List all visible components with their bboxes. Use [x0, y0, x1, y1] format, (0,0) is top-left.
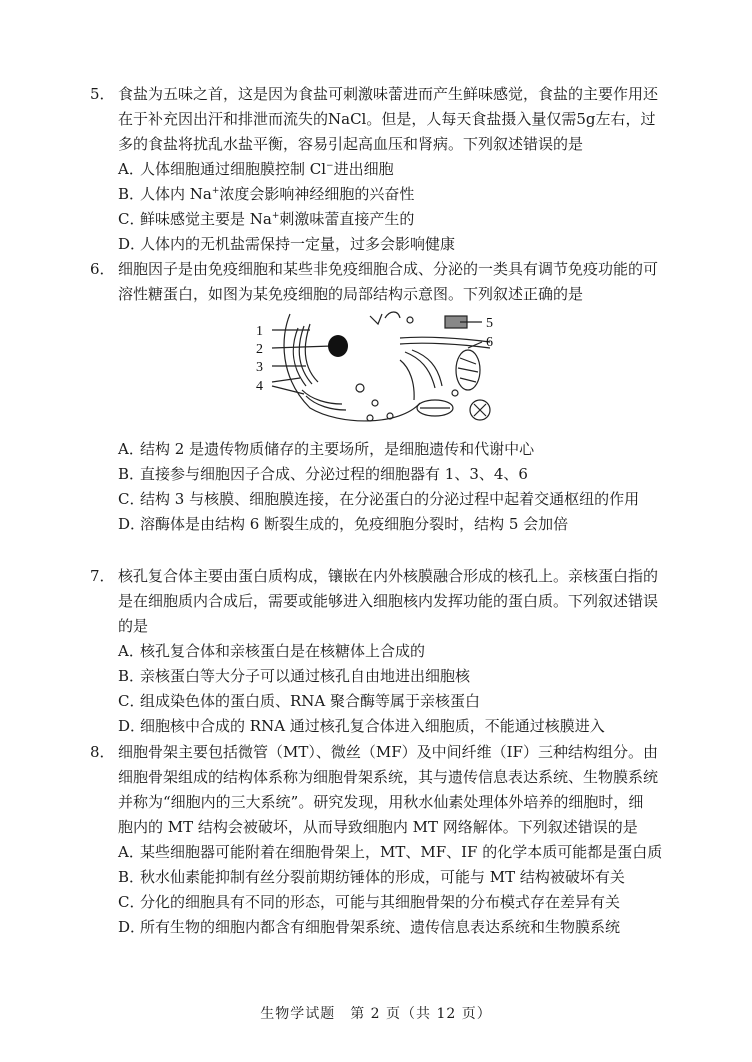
page-footer: 生物学试题 第 2 页（共 12 页）	[260, 1006, 492, 1022]
option-b: B．亲核蛋白等大分子可以通过核孔自由地进出细胞核	[118, 667, 471, 685]
stem-line: 核孔复合体主要由蛋白质构成，镶嵌在内外核膜融合形成的核孔上。亲核蛋白指的	[118, 567, 659, 585]
question-8	[90, 740, 680, 940]
figure-label-4: 4	[256, 379, 263, 394]
option-a: A．核孔复合体和亲核蛋白是在核糖体上合成的	[118, 642, 426, 660]
option-d: D．所有生物的细胞内都含有细胞骨架系统、遗传信息表达系统和生物膜系统	[118, 918, 621, 936]
question-stem	[90, 740, 680, 765]
stem-line: 细胞骨架组成的结构体系称为细胞骨架系统，其与遗传信息表达系统、生物膜系统	[118, 768, 659, 786]
question-7	[90, 564, 680, 739]
figure-label-5: 5	[486, 316, 493, 331]
question-number: 8．	[90, 743, 115, 761]
question-number: 5．	[90, 85, 115, 103]
stem-line: 的是	[118, 617, 149, 635]
option-b: B．秋水仙素能抑制有丝分裂前期纺锤体的形成，可能与 MT 结构被破坏有关	[118, 868, 625, 886]
stem-line: 细胞因子是由免疫细胞和某些非免疫细胞合成、分泌的一类具有调节免疫功能的可	[118, 260, 659, 278]
stem-line: 食盐为五味之首，这是因为食盐可刺激味蕾进而产生鲜味感觉，食盐的主要作用还	[118, 85, 659, 103]
question-number: 6．	[90, 260, 115, 278]
question-6	[90, 257, 680, 307]
option-c: C．组成染色体的蛋白质、RNA 聚合酶等属于亲核蛋白	[118, 692, 481, 710]
question-6-options	[90, 437, 680, 537]
figure-label-3: 3	[256, 360, 263, 375]
stem-line: 细胞骨架主要包括微管（MT）、微丝（MF）及中间纤维（IF）三种结构组分。由	[118, 743, 658, 761]
question-stem	[90, 564, 680, 589]
option-c: C．鲜味感觉主要是 Na+刺激味蕾直接产生的	[118, 210, 415, 228]
figure-label-1: 1	[256, 324, 263, 339]
option-a: A．某些细胞器可能附着在细胞骨架上，MT、MF、IF 的化学本质可能都是蛋白质	[118, 843, 663, 861]
figure-label-6: 6	[486, 335, 493, 350]
stem-line: 多的食盐将扰乱水盐平衡，容易引起高血压和肾病。下列叙述错误的是	[118, 135, 584, 153]
option-d: D．溶酶体是由结构 6 断裂生成的，免疫细胞分裂时，结构 5 会加倍	[118, 515, 569, 533]
question-5	[90, 82, 680, 257]
cell-structure-figure	[250, 308, 510, 428]
option-d: D．细胞核中合成的 RNA 通过核孔复合体进入细胞质，不能通过核膜进入	[118, 717, 605, 735]
option-b: B．直接参与细胞因子合成、分泌过程的细胞器有 1、3、4、6	[118, 465, 528, 483]
stem-line: 并称为“细胞内的三大系统”。研究发现，用秋水仙素处理体外培养的细胞时，细	[118, 793, 644, 811]
question-stem	[90, 82, 680, 107]
stem-line: 溶性糖蛋白，如图为某免疫细胞的局部结构示意图。下列叙述正确的是	[118, 285, 584, 303]
option-a: A．结构 2 是遗传物质储存的主要场所，是细胞遗传和代谢中心	[118, 440, 535, 458]
stem-line: 胞内的 MT 结构会被破坏，从而导致细胞内 MT 网络解体。下列叙述错误的是	[118, 818, 638, 836]
question-stem	[90, 257, 680, 282]
option-b: B．人体内 Na+浓度会影响神经细胞的兴奋性	[118, 185, 415, 203]
stem-line: 是在细胞质内合成后，需要或能够进入细胞核内发挥功能的蛋白质。下列叙述错误	[118, 592, 659, 610]
option-d: D．人体内的无机盐需保持一定量，过多会影响健康	[118, 235, 456, 253]
option-c: C．结构 3 与核膜、细胞膜连接，在分泌蛋白的分泌过程中起着交通枢纽的作用	[118, 490, 640, 508]
option-c: C．分化的细胞具有不同的形态，可能与其细胞骨架的分布模式存在差异有关	[118, 893, 621, 911]
figure-label-2: 2	[256, 342, 263, 357]
stem-line: 在于补充因出汗和排泄而流失的NaCl。但是，人每天食盐摄入量仅需5g左右，过	[118, 110, 656, 128]
question-number: 7．	[90, 567, 115, 585]
option-a: A．人体细胞通过细胞膜控制 Cl−进出细胞	[118, 160, 394, 178]
